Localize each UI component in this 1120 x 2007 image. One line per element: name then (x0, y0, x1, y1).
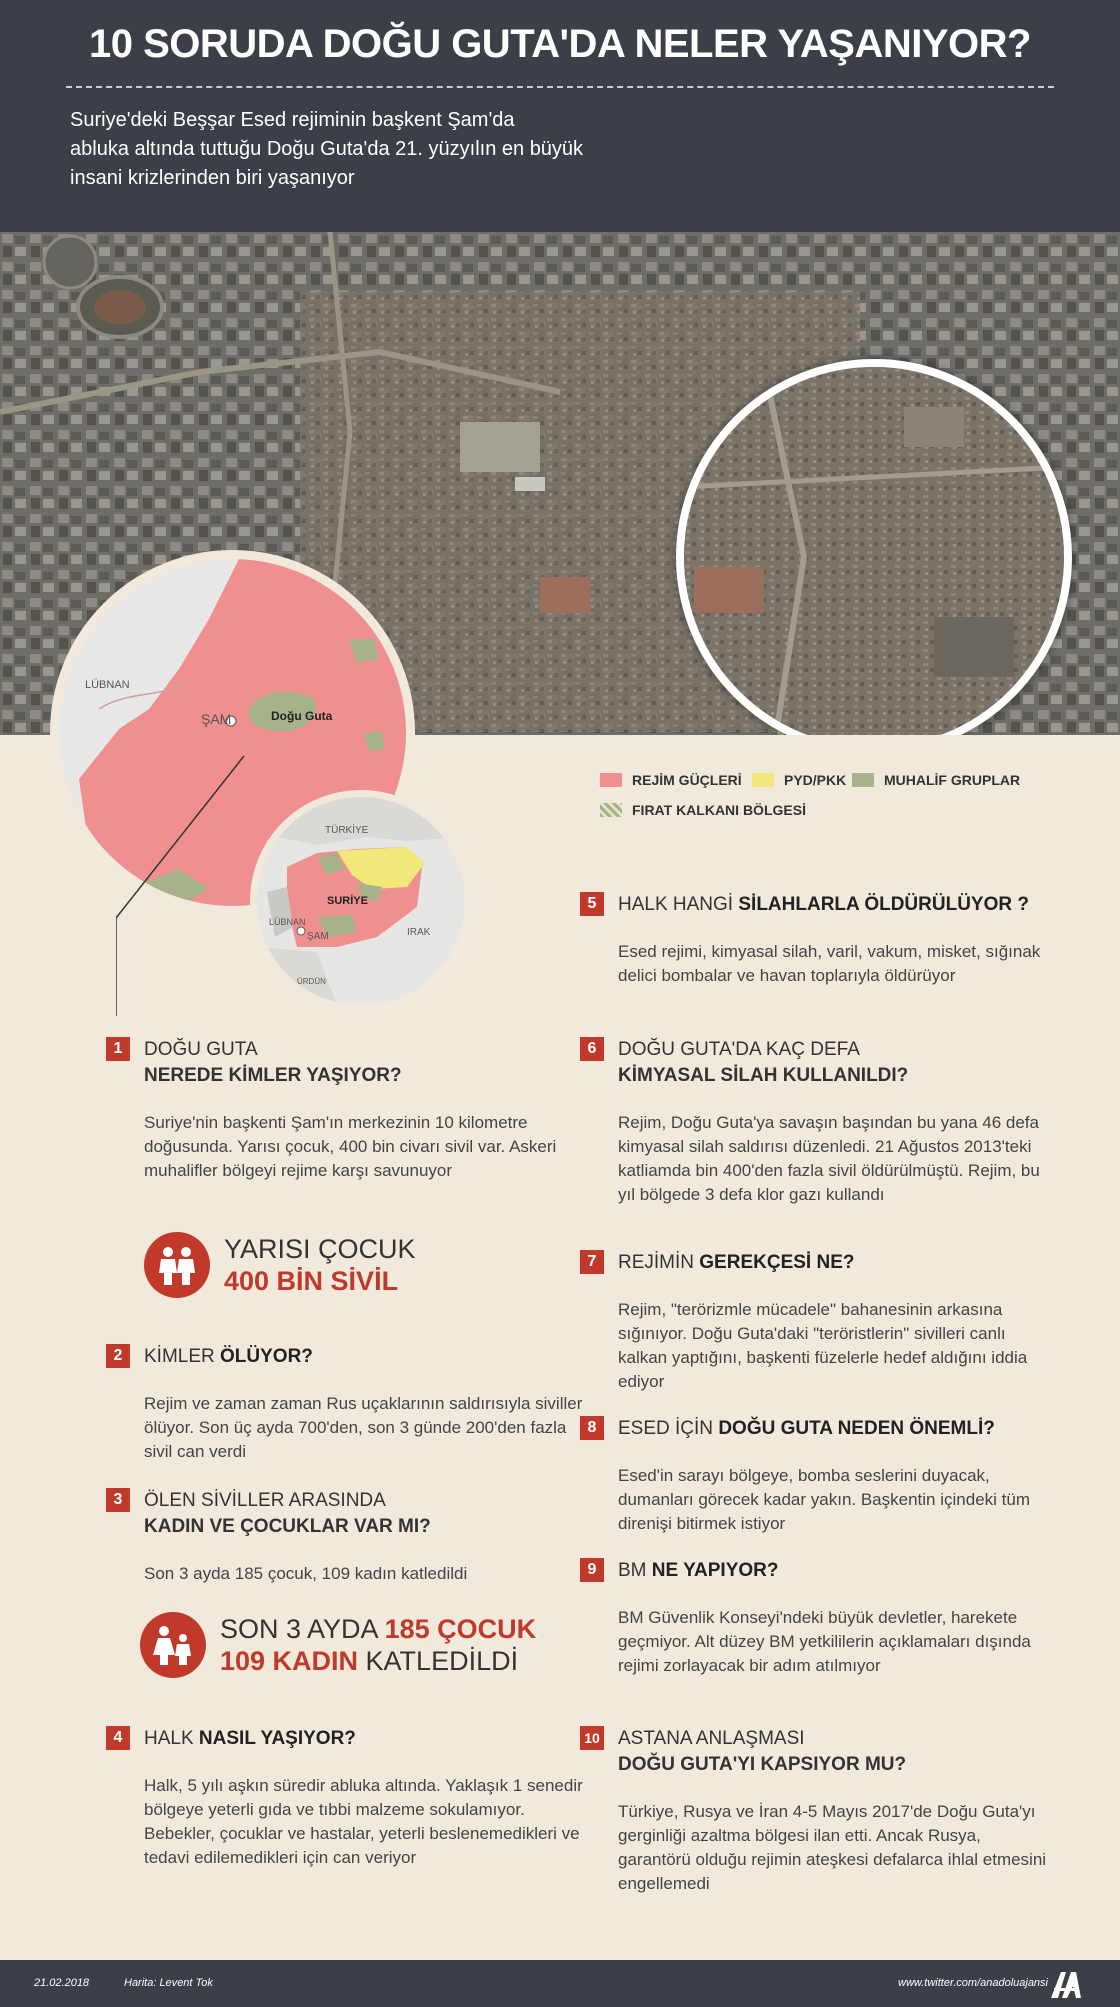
question-number: 1 (106, 1037, 130, 1061)
question-title-line: KADIN VE ÇOCUKLAR VAR MI? (144, 1516, 431, 1537)
legend-item-firat (600, 802, 806, 818)
map-label-lebanon: LÜBNAN (85, 679, 130, 691)
footer (0, 1960, 1120, 2007)
question-title-line: ÖLEN SİVİLLER ARASINDA (144, 1490, 386, 1511)
header-divider (66, 86, 1054, 88)
question-number: 7 (580, 1250, 604, 1274)
legend-swatch-firat (600, 803, 622, 817)
footer-date: 21.02.2018 (34, 1977, 90, 1989)
stat-line-normal: KATLEDİLDİ (358, 1646, 519, 1676)
question-body: BM Güvenlik Konseyi'ndeki büyük devletler, harekete geçmiyor. Alt düzey BM yetkililerin açıklamaları dışında rejimi zorlayacak bir adım atılmıyor (618, 1608, 1031, 1675)
legend-item-regime (600, 772, 742, 788)
legend-label-regime: REJİM GÜÇLERİ (632, 772, 742, 788)
question-title-bold: SİLAHLARLA ÖLDÜRÜLÜYOR ? (738, 894, 1029, 915)
legend-label-pyd: PYD/PKK (784, 772, 847, 788)
page-subtitle (70, 106, 670, 193)
aa-logo-icon (1048, 1966, 1084, 2002)
map-label-east-ghouta: Doğu Guta (271, 709, 333, 723)
stat-text (220, 1613, 536, 1677)
question-title-normal: ESED İÇİN (618, 1418, 719, 1439)
question-title (144, 1344, 604, 1370)
question-title (618, 1250, 1078, 1276)
map-label-lebanon-small: LÜBNAN (269, 917, 306, 927)
question-body: Rejim, "terörizmle mücadele" bahanesinin arkasına sığınıyor. Doğu Guta'daki "teröristlerin" sivilleri canlı kalkan yaptığını, başkenti füzelerle hedef aldığını iddia ediyor (618, 1300, 1028, 1391)
stat-civilians (144, 1232, 416, 1298)
header (0, 0, 1120, 232)
question-title (618, 1558, 1078, 1584)
question-title-line: NEREDE KİMLER YAŞIYOR? (144, 1065, 402, 1086)
question-body: Esed'in sarayı bölgeye, bomba seslerini duyacak, dumanları görecek kadar yakın. Başkentin içindeki tüm direnişi bitirmek istiyor (618, 1466, 1030, 1533)
map-label-syria: SURİYE (327, 895, 368, 907)
legend-swatch-pyd (752, 773, 774, 787)
stat-casualties (140, 1612, 536, 1678)
legend-label-opposition: MUHALİF GRUPLAR (884, 772, 1021, 788)
syria-map (250, 790, 472, 1012)
question-title-bold: NE YAPIYOR? (651, 1560, 779, 1581)
legend-item-opposition (852, 772, 1020, 788)
woman-child-icon (140, 1612, 206, 1678)
question-title-bold: NASIL YAŞIYOR? (198, 1728, 356, 1749)
question-number: 8 (580, 1416, 604, 1440)
map-label-damascus: ŞAM (201, 711, 232, 727)
question-title (618, 1726, 1078, 1778)
question-title-line: DOĞU GUTA (144, 1039, 258, 1060)
map-label-jordan: ÜRDÜN (297, 977, 326, 986)
question-number: 10 (580, 1726, 604, 1750)
question-body: Rejim ve zaman zaman Rus uçaklarının saldırısıyla siviller ölüyor. Son üç ayda 700'den, son 3 günde 200'den fazla sivil can verdi (144, 1394, 583, 1461)
zoom-circle (676, 359, 1072, 735)
question-body: Halk, 5 yılı aşkın süredir abluka altında. Yaklaşık 1 senedir bölgeye yeterli gıda ve tıbbi malzeme sokulamıyor. Bebekler, çocuklar ve hastalar, yeterli beslenemedikleri ve tedavi edilemedikleri için can veriyor (144, 1776, 583, 1867)
question-title (144, 1037, 604, 1089)
legend-swatch-regime (600, 773, 622, 787)
question-title-bold: ÖLÜYOR? (220, 1346, 313, 1367)
stat-line-highlight: 185 ÇOCUK (384, 1614, 537, 1644)
question-title (144, 1726, 604, 1752)
stat-line: YARISI ÇOCUK (224, 1234, 416, 1264)
legend-label-firat: FIRAT KALKANI BÖLGESİ (632, 802, 806, 818)
subtitle-line: Suriye'deki Beşşar Esed rejiminin başkent Şam'da (70, 109, 515, 131)
question-title-normal: HALK HANGİ (618, 894, 739, 915)
question-body: Türkiye, Rusya ve İran 4-5 Mayıs 2017'de Doğu Guta'yı gerginliği azaltma bölgesi ilan etti. Ancak Rusya, garantörü olduğu rejimin ateşkesi defalarca ihlal etmesini engellemedi (618, 1802, 1047, 1893)
question-title (618, 1416, 1078, 1442)
question-title-line: KİMYASAL SİLAH KULLANILDI? (618, 1065, 909, 1086)
question-number: 5 (580, 892, 604, 916)
stat-line (220, 1645, 536, 1677)
map-pointer-line (116, 700, 256, 1020)
question-title (618, 1037, 1078, 1089)
map-label-turkey: TÜRKİYE (325, 825, 369, 836)
question-body: Rejim, Doğu Guta'ya savaşın başından bu yana 46 defa kimyasal silah saldırısı düzenledi. 21 Ağustos 2013'teki katliamda bin 400'den fazla sivil öldürülmüştü. Rejim, bu yıl bölgede 3 defa klor gazı kullandı (618, 1113, 1040, 1204)
stat-line-highlight: 109 KADIN (220, 1646, 359, 1676)
question-title-bold: DOĞU GUTA NEDEN ÖNEMLİ? (718, 1418, 995, 1439)
question-number: 2 (106, 1344, 130, 1368)
map-label-damascus-small: ŞAM (307, 931, 329, 942)
question-title-line: DOĞU GUTA'YI KAPSIYOR MU? (618, 1754, 907, 1775)
question-title (144, 1488, 604, 1540)
question-title-normal: REJİMİN (618, 1252, 700, 1273)
page-title: 10 SORUDA DOĞU GUTA'DA NELER YAŞANIYOR? (89, 22, 1031, 66)
question-body: Son 3 ayda 185 çocuk, 109 kadın katledildi (144, 1564, 468, 1583)
footer-credit: Harita: Levent Tok (124, 1977, 213, 1989)
question-title-normal: BM (618, 1560, 652, 1581)
question-number: 9 (580, 1558, 604, 1582)
question-title-bold: GEREKÇESİ NE? (699, 1252, 855, 1273)
question-body: Esed rejimi, kimyasal silah, varil, vakum, misket, sığınak delici bombalar ve havan toplarıyla öldürüyor (618, 942, 1041, 985)
question-number: 6 (580, 1037, 604, 1061)
stat-line (220, 1613, 536, 1645)
legend-swatch-opposition (852, 773, 874, 787)
question-title-normal: HALK (144, 1728, 199, 1749)
question-title-line: ASTANA ANLAŞMASI (618, 1728, 805, 1749)
question-body: Suriye'nin başkenti Şam'ın merkezinin 10 kilometre doğusunda. Yarısı çocuk, 400 bin civarı sivil var. Askeri muhalifler bölgeyi rejime karşı savunuyor (144, 1113, 557, 1180)
stat-text (224, 1233, 416, 1297)
subtitle-line: abluka altında tuttuğu Doğu Guta'da 21. yüzyılın en büyük (70, 138, 584, 160)
map-label-iraq: IRAK (407, 927, 431, 938)
children-icon (144, 1232, 210, 1298)
question-number: 4 (106, 1726, 130, 1750)
question-title-line: DOĞU GUTA'DA KAÇ DEFA (618, 1039, 860, 1060)
stat-line-highlight: 400 BİN SİVİL (224, 1266, 399, 1296)
footer-url: www.twitter.com/anadoluajansi (898, 1977, 1048, 1989)
zoom-texture (684, 367, 1064, 735)
question-title (618, 892, 1078, 918)
legend-item-pyd (752, 772, 846, 788)
question-number: 3 (106, 1488, 130, 1512)
question-title-normal: KİMLER (144, 1346, 221, 1367)
stat-line-normal: SON 3 AYDA (220, 1614, 385, 1644)
subtitle-line: insani krizlerinden biri yaşanıyor (70, 167, 355, 189)
